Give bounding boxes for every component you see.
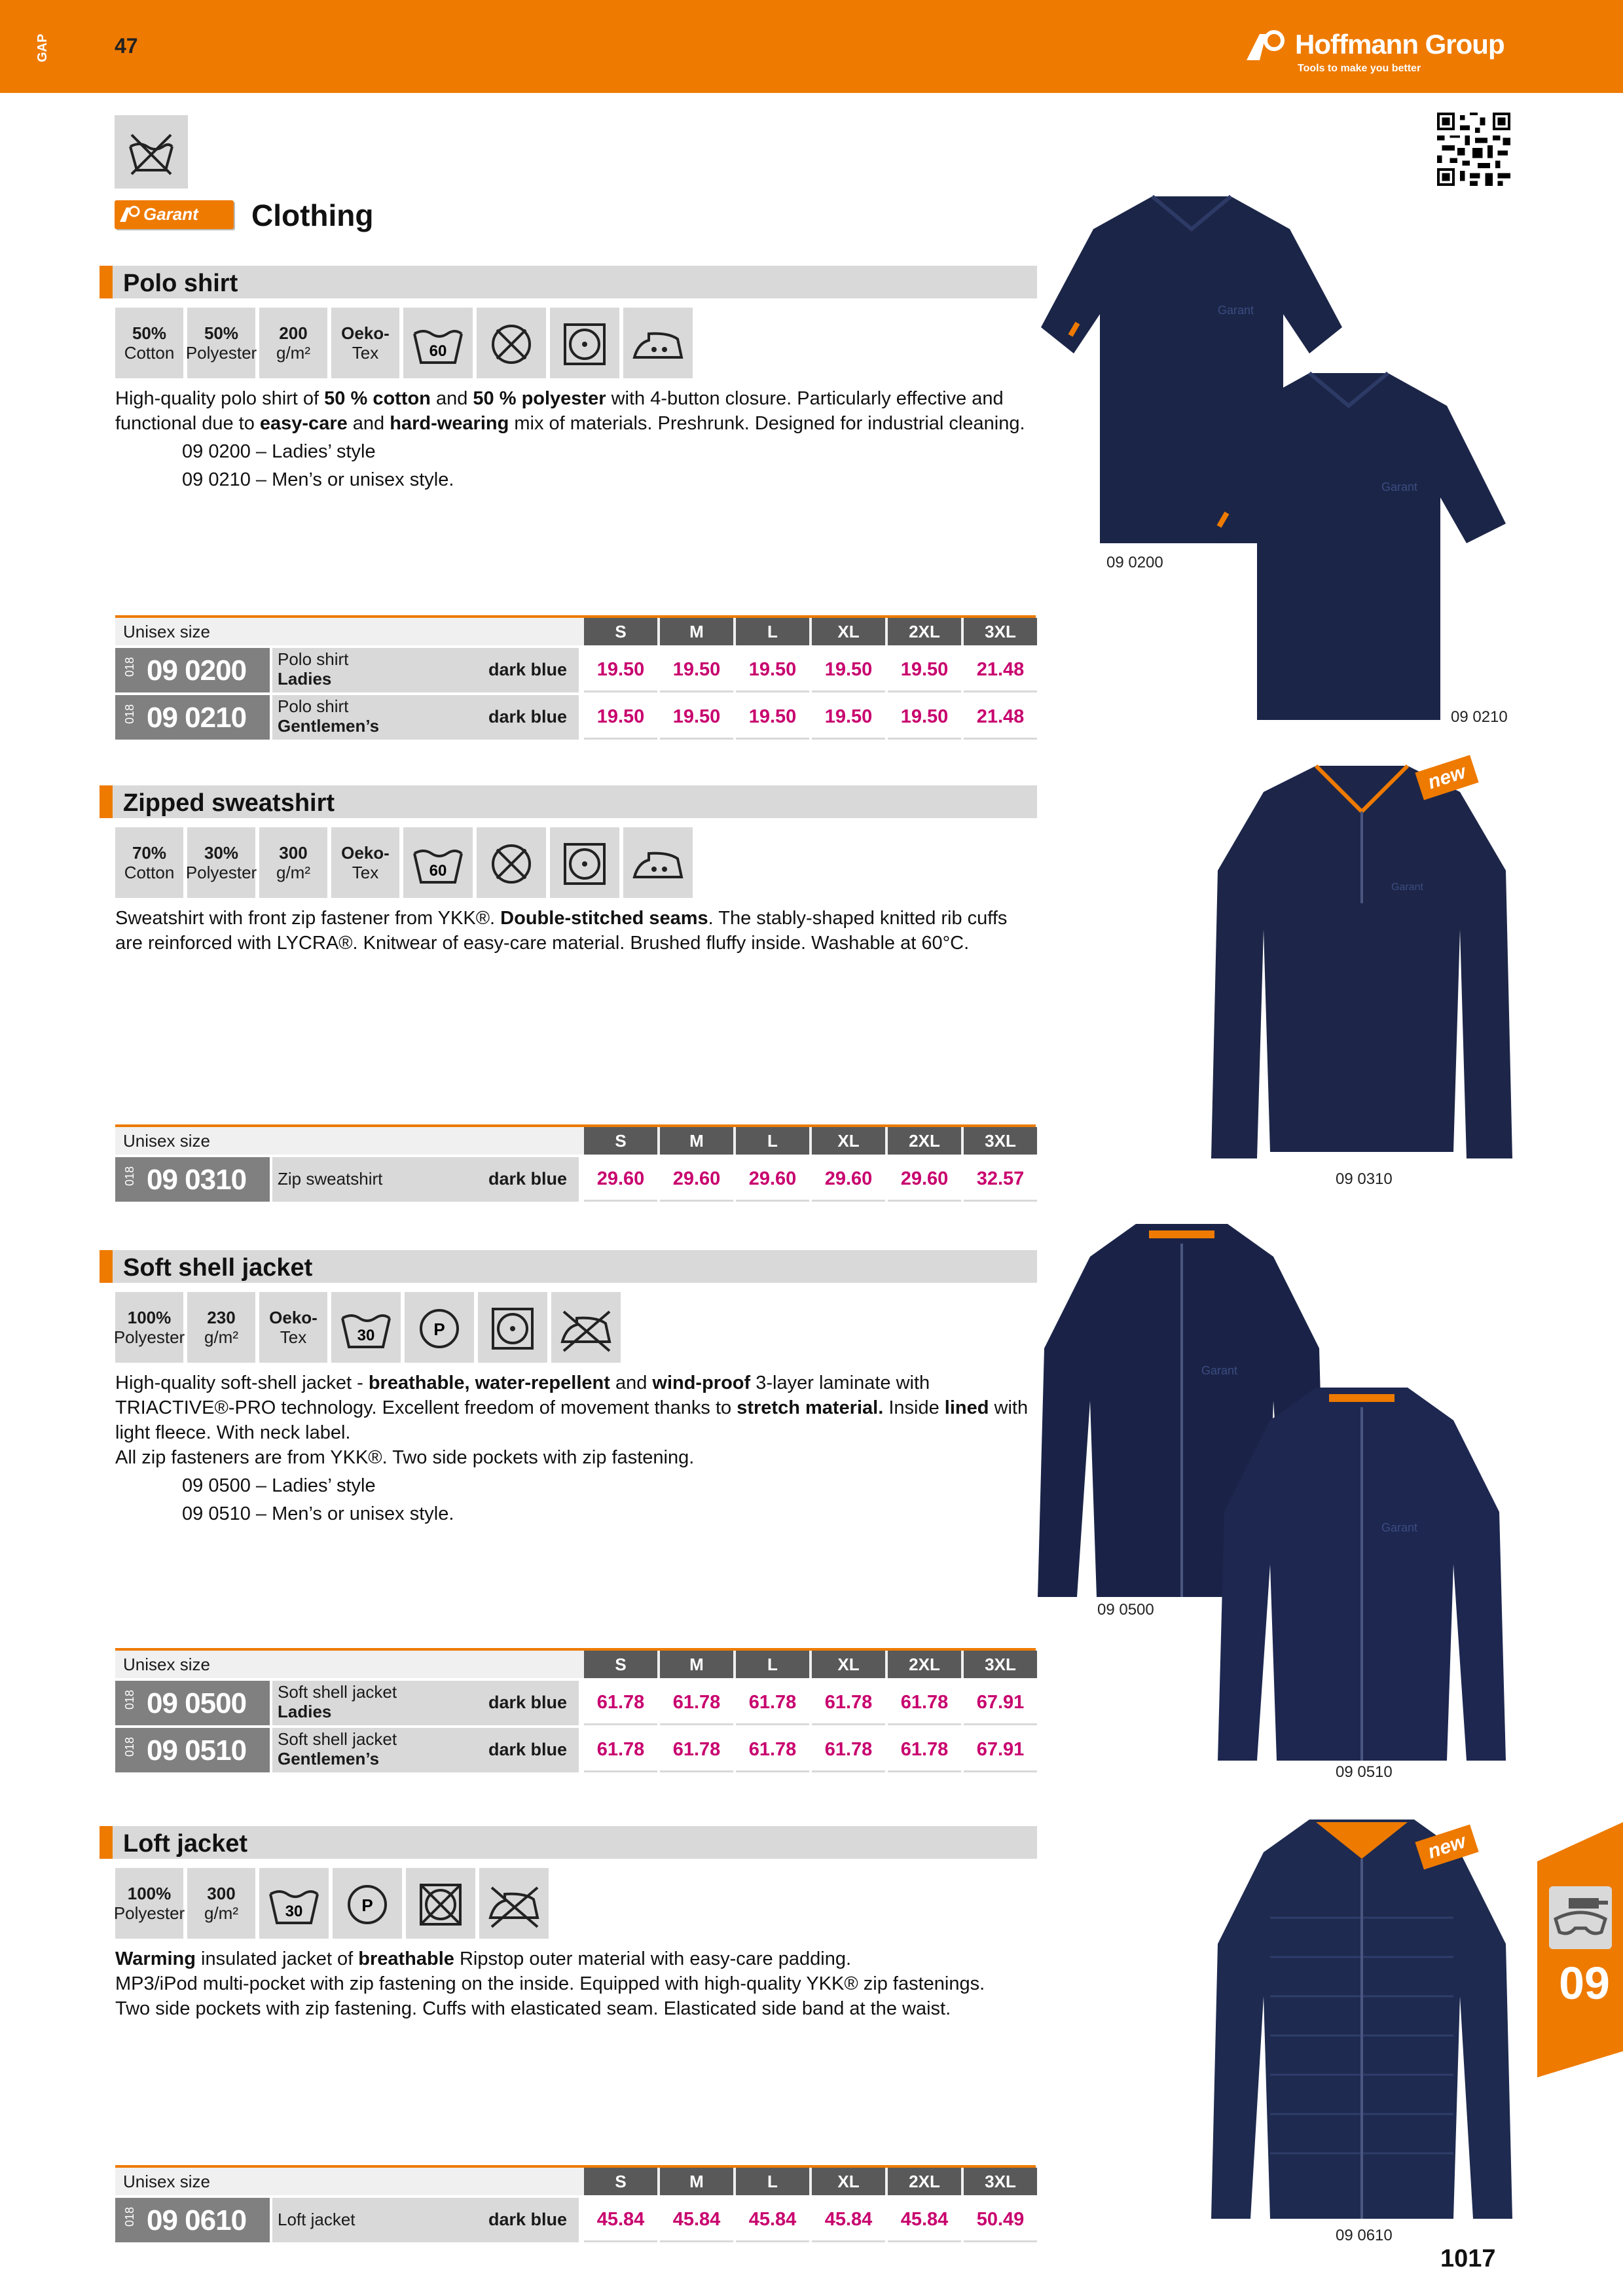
- brand-name: Hoffmann Group: [1295, 29, 1504, 60]
- chapter-tab[interactable]: [1537, 1822, 1623, 2077]
- variant-ladies: 09 0200 – Ladies’ style: [182, 441, 376, 462]
- attr-cotton: 50% Cotton: [115, 308, 183, 378]
- svg-text:30: 30: [285, 1903, 303, 1920]
- wash-60-icon: [403, 827, 473, 898]
- section-header-loft: [100, 1826, 1037, 1859]
- softshell-jacket-men-image[interactable]: [1218, 1381, 1506, 1774]
- new-badge: new: [1415, 755, 1478, 800]
- attr-weight: 300 g/m²: [259, 827, 327, 898]
- svg-text:Garant: Garant: [1381, 480, 1418, 493]
- polo-attributes: [115, 308, 693, 378]
- page-title: Clothing: [251, 198, 374, 232]
- table-header: Unisex size S M L XL 2XL 3XL: [115, 1124, 1036, 1155]
- article-number: 09 0210: [147, 702, 247, 734]
- table-header: Unisex size S M L XL 2XL 3XL: [115, 2165, 1036, 2195]
- svg-text:30: 30: [357, 1327, 375, 1344]
- brand-tagline: Tools to make you better: [1298, 63, 1421, 74]
- article-number: 09 0610: [147, 2204, 247, 2236]
- dry-clean-p-icon: [333, 1868, 402, 1939]
- zipped-sweatshirt-image[interactable]: [1211, 759, 1512, 1172]
- attr-polyester: 30% Polyester: [187, 827, 255, 898]
- chapter-number: 09: [1559, 1958, 1610, 2009]
- page-number-top: 47: [115, 34, 138, 58]
- variant-ladies: 09 0500 – Ladies’ style: [182, 1475, 376, 1496]
- attr-oeko-tex: Oeko- Tex: [331, 827, 399, 898]
- new-badge: new: [1415, 1824, 1478, 1869]
- svg-text:Garant: Garant: [1218, 304, 1254, 317]
- image-caption: 09 0610: [1336, 2227, 1393, 2244]
- wash-60-icon: [403, 308, 473, 378]
- section-title: Soft shell jacket: [123, 1254, 313, 1282]
- attr-weight: 200 g/m²: [259, 308, 327, 378]
- article-number: 09 0500: [147, 1687, 247, 1719]
- image-caption: 09 0500: [1097, 1601, 1154, 1619]
- section-header-polo: [100, 266, 1037, 298]
- loft-attributes: [115, 1868, 549, 1939]
- table-row[interactable]: 018 09 0310 Zip sweatshirt dark blue 29.60 29.60 29.60 29.60 29.60 32.57: [115, 1157, 1036, 1202]
- no-tumble-dry-icon: [406, 1868, 475, 1939]
- table-row[interactable]: 018 09 0510 Soft shell jacket Gentlemen’s dark blue 61.78 61.78 61.78 61.78 61.78 67.91: [115, 1728, 1036, 1772]
- table-row[interactable]: 018 09 0500 Soft shell jacket Ladies dark blue 61.78 61.78 61.78 61.78 61.78 67.91: [115, 1681, 1036, 1725]
- sweatshirt-price-table: [115, 1124, 1036, 1202]
- svg-text:60: 60: [429, 862, 447, 880]
- section-title: Zipped sweatshirt: [123, 789, 335, 817]
- brand-logo[interactable]: [1244, 29, 1506, 81]
- safety-goggles-drill-icon: [1549, 1886, 1612, 1949]
- hand-wash-prohibited-icon: [115, 115, 188, 188]
- svg-text:Garant: Garant: [1391, 882, 1423, 893]
- iron-medium-icon: [623, 827, 693, 898]
- wash-30-icon: [331, 1292, 401, 1363]
- no-bleach-icon: [477, 308, 546, 378]
- table-row[interactable]: 018 09 0210 Polo shirt Gentlemen’s dark blue 19.50 19.50 19.50 19.50 19.50 21.48: [115, 695, 1036, 740]
- dry-clean-p-icon: [405, 1292, 474, 1363]
- hoffmann-logo-icon: [1244, 30, 1294, 62]
- attr-polyester: 100% Polyester: [115, 1292, 183, 1363]
- softshell-attributes: [115, 1292, 621, 1363]
- wash-30-icon: [259, 1868, 329, 1939]
- image-caption: 09 0310: [1336, 1170, 1393, 1188]
- svg-text:P: P: [361, 1895, 373, 1915]
- section-header-softshell: [100, 1250, 1037, 1283]
- loft-description: Warming insulated jacket of breathable Ripstop outer material with easy-care padding. MP3/iPod multi-pocket with zip fastening on the inside. Equipped with high-quality YKK® zip fastenings. Two side pockets with zip fastening. Cuffs with elasticated seam. Elasticated side band at the waist.: [115, 1948, 985, 2019]
- variant-men: 09 0510 – Men’s or unisex style.: [182, 1503, 454, 1524]
- section-header-sweatshirt: [100, 785, 1037, 818]
- variant-men: 09 0210 – Men’s or unisex style.: [182, 469, 454, 490]
- image-caption: 09 0210: [1451, 708, 1508, 726]
- attr-weight: 230 g/m²: [187, 1292, 255, 1363]
- article-number: 09 0310: [147, 1164, 247, 1196]
- table-row[interactable]: 018 09 0200 Polo shirt Ladies dark blue 19.50 19.50 19.50 19.50 19.50 21.48: [115, 648, 1036, 692]
- garant-logo-text: Garant: [143, 204, 198, 224]
- tumble-dry-icon: [478, 1292, 547, 1363]
- table-header: Unisex size S M L XL 2XL 3XL: [115, 615, 1036, 645]
- article-number: 09 0200: [147, 655, 247, 687]
- table-row[interactable]: 018 09 0610 Loft jacket dark blue 45.84 45.84 45.84 45.84 45.84 50.49: [115, 2198, 1036, 2242]
- tumble-dry-icon: [550, 308, 619, 378]
- garant-mark-icon: [119, 206, 143, 223]
- tumble-dry-icon: [550, 827, 619, 898]
- svg-text:60: 60: [429, 342, 447, 360]
- iron-medium-icon: [623, 308, 693, 378]
- section-title: Loft jacket: [123, 1830, 248, 1857]
- image-caption: 09 0200: [1106, 554, 1163, 571]
- sweatshirt-attributes: [115, 827, 693, 898]
- softshell-description: High-quality soft-shell jacket - breathable, water-repellent and wind-proof 3-layer laminate with TRIACTIVE®-PRO technology. Excellent freedom of movement thanks to stretch material. Inside lined with light fleece. With neck label. All zip fasteners are from YKK®. Two side pockets with zip fastening. 09 0500 – Ladies’ style 09 0510 – Men’s or unisex style.: [115, 1371, 1032, 1526]
- sweatshirt-description: Sweatshirt with front zip fastener from YKK®. Double-stitched seams. The stably-shaped knitted rib cuffs are reinforced with LYCRA®. Knitwear of easy-care material. Brushed fluffy inside. Washable at 60°C.: [115, 908, 1008, 954]
- attr-cotton: 70% Cotton: [115, 827, 183, 898]
- svg-text:P: P: [433, 1319, 445, 1339]
- polo-price-table: [115, 615, 1036, 740]
- section-title: Polo shirt: [123, 270, 238, 297]
- svg-text:Garant: Garant: [1381, 1521, 1418, 1534]
- attr-oeko-tex: Oeko- Tex: [259, 1292, 327, 1363]
- attr-oeko-tex: Oeko- Tex: [331, 308, 399, 378]
- side-code: GAP: [35, 33, 50, 62]
- table-header: Unisex size S M L XL 2XL 3XL: [115, 1648, 1036, 1678]
- page-number: 1017: [1440, 2245, 1496, 2272]
- svg-text:Garant: Garant: [1201, 1364, 1238, 1377]
- polo-description: High-quality polo shirt of 50 % cotton and 50 % polyester with 4-button closure. Particularly effective and functional due to easy-care and hard-wearing mix of materials. Preshrunk. Designed for industrial cleaning. 09 0200 – Ladies’ style 09 0210 – Men’s or unisex style.: [115, 386, 1032, 492]
- attr-weight: 300 g/m²: [187, 1868, 255, 1939]
- image-caption: 09 0510: [1336, 1763, 1393, 1781]
- article-number: 09 0510: [147, 1734, 247, 1767]
- loft-price-table: [115, 2165, 1036, 2242]
- no-iron-icon: [479, 1868, 549, 1939]
- polo-shirt-men-image[interactable]: [1192, 367, 1506, 720]
- garant-logo: [115, 200, 234, 229]
- attr-polyester: 100% Polyester: [115, 1868, 183, 1939]
- loft-jacket-image[interactable]: [1211, 1813, 1512, 2232]
- qr-code-icon[interactable]: [1437, 113, 1510, 186]
- no-iron-icon: [551, 1292, 621, 1363]
- attr-polyester: 50% Polyester: [187, 308, 255, 378]
- softshell-price-table: [115, 1648, 1036, 1772]
- no-bleach-icon: [477, 827, 546, 898]
